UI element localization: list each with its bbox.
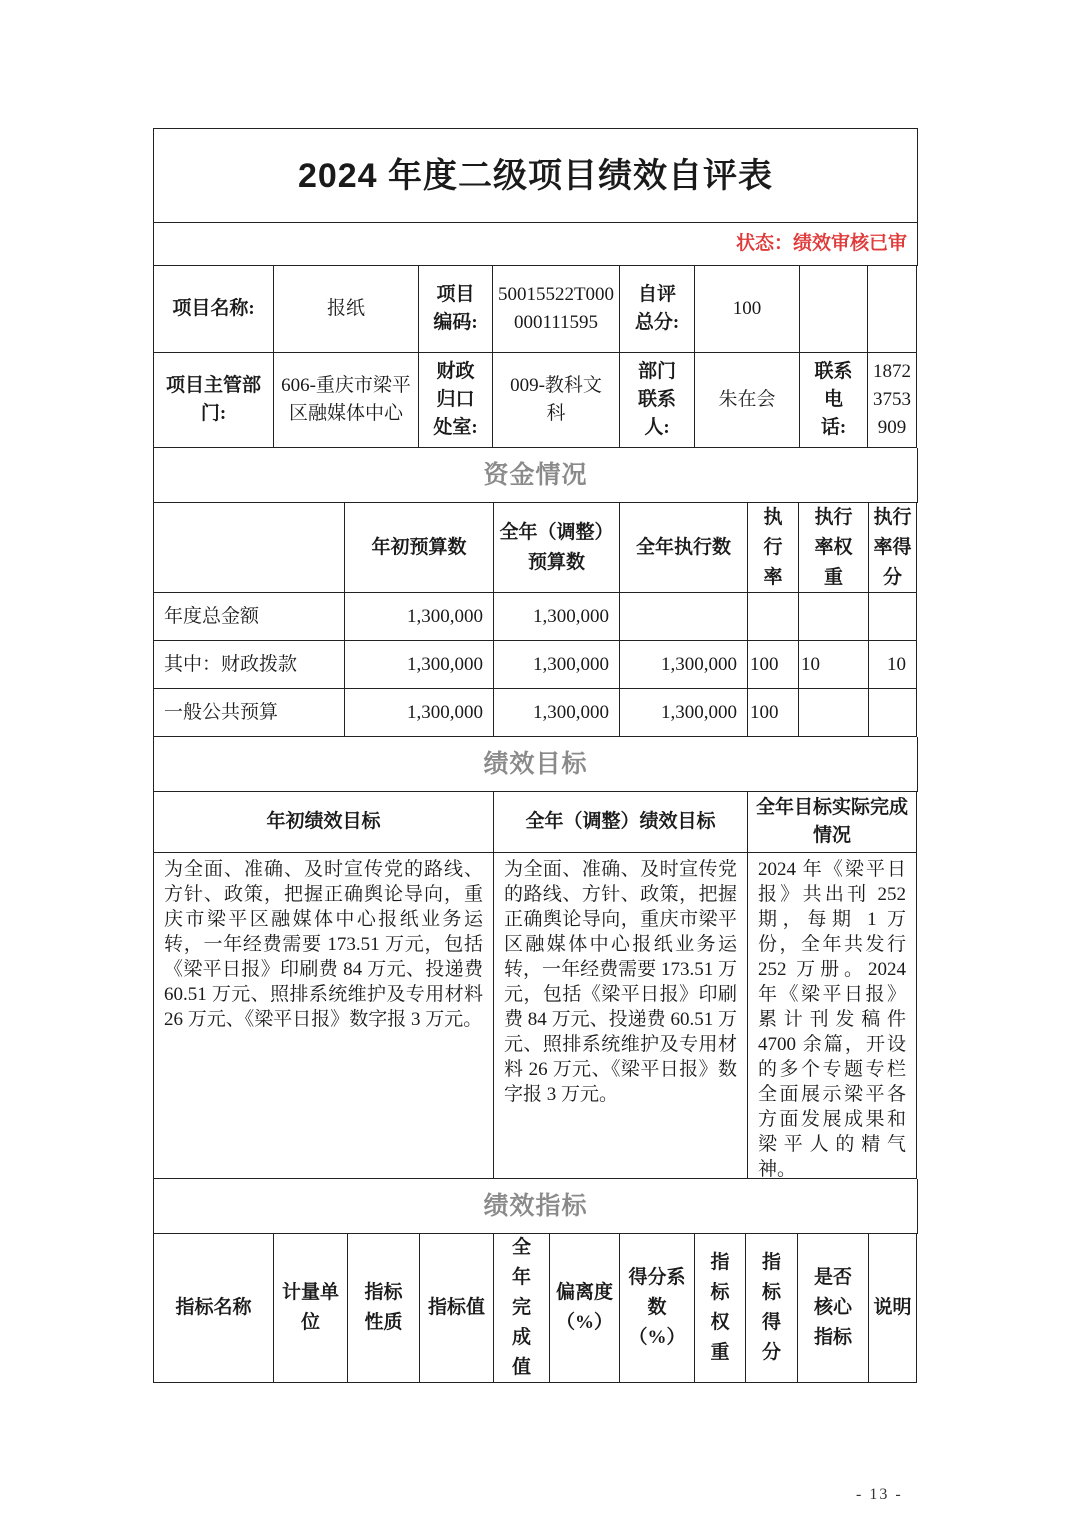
funding-rate-value: 100	[748, 641, 799, 689]
self-score-label: 自评总分:	[620, 266, 695, 353]
title-row	[154, 129, 918, 223]
funding-header-rate-score: 执行率得分	[869, 503, 917, 593]
indicator-header-name: 指标名称	[154, 1234, 274, 1383]
indicator-header-nature: 指标性质	[348, 1234, 420, 1383]
funding-weight-value: 10	[799, 641, 869, 689]
indicator-header-score-coefficient: 得分系数（%）	[620, 1234, 695, 1383]
finance-office-value: 009-教科文科	[493, 353, 620, 448]
phone-value: 18723753909	[868, 353, 917, 448]
goals-header-initial: 年初绩效目标	[154, 792, 494, 853]
funding-initial-value: 1,300,000	[345, 593, 494, 641]
funding-header-rate: 执行率	[748, 503, 799, 593]
goals-header-actual: 全年目标实际完成情况	[748, 792, 917, 853]
page-title: 2024 年度二级项目绩效自评表	[154, 129, 918, 223]
funding-initial-value: 1,300,000	[345, 641, 494, 689]
funding-row-label: 年度总金额	[154, 593, 345, 641]
info-empty-cell-2	[868, 266, 917, 353]
funding-row-label: 其中：财政拨款	[154, 641, 345, 689]
funding-header-adjusted: 全年（调整）预算数	[494, 503, 620, 593]
adjusted-goal-text: 为全面、准确、及时宣传党的路线、方针、政策，把握正确舆论导向，重庆市梁平区融媒体中心报纸业务运转，一年经费需要 173.51 万元，包括《梁平日报》印刷费 84 万元、投递费 60.51 万元、照排系统维护及专用材料 26 万元、《梁平日报》数字报 3 万元。	[494, 853, 748, 1179]
status-badge: 状态：绩效审核已审	[154, 223, 918, 266]
project-name-value: 报纸	[274, 266, 419, 353]
finance-office-label: 财政归口处室:	[419, 353, 493, 448]
project-info-row-1	[154, 266, 918, 353]
funding-weight-value	[799, 593, 869, 641]
indicator-header-unit: 计量单位	[274, 1234, 348, 1383]
funding-section-title: 资金情况	[154, 448, 918, 503]
funding-adjusted-value: 1,300,000	[494, 593, 620, 641]
self-evaluation-table	[153, 128, 918, 1383]
indicators-header-row	[154, 1234, 918, 1383]
contact-value: 朱在会	[695, 353, 800, 448]
project-code-label: 项目编码:	[419, 266, 493, 353]
goals-section-title: 绩效目标	[154, 737, 918, 792]
funding-rate-value: 100	[748, 689, 799, 737]
dept-value: 606-重庆市梁平区融媒体中心	[274, 353, 419, 448]
funding-score-value	[869, 593, 917, 641]
funding-header-row	[154, 503, 918, 593]
dept-label: 项目主管部门:	[154, 353, 274, 448]
self-score-value: 100	[695, 266, 800, 353]
funding-header-blank	[154, 503, 345, 593]
funding-executed-value: 1,300,000	[620, 689, 748, 737]
page-number: - 13 -	[856, 1486, 903, 1503]
status-row	[154, 223, 918, 266]
goals-section-row	[154, 737, 918, 792]
funding-header-rate-weight: 执行率权重	[799, 503, 869, 593]
funding-row-total	[154, 593, 918, 641]
indicators-section-row	[154, 1179, 918, 1234]
funding-row-fiscal	[154, 641, 918, 689]
funding-adjusted-value: 1,300,000	[494, 689, 620, 737]
project-code-value: 50015522T000000111595	[493, 266, 620, 353]
contact-label: 部门联系人:	[620, 353, 695, 448]
goals-text-row	[154, 853, 918, 1179]
funding-score-value	[869, 689, 917, 737]
indicator-header-score: 指标得分	[746, 1234, 798, 1383]
funding-header-executed: 全年执行数	[620, 503, 748, 593]
phone-label: 联系电话:	[800, 353, 868, 448]
indicator-header-annual-completion: 全年完成值	[494, 1234, 550, 1383]
funding-row-label: 一般公共预算	[154, 689, 345, 737]
funding-executed-value: 1,300,000	[620, 641, 748, 689]
initial-goal-text: 为全面、准确、及时宣传党的路线、方针、政策，把握正确舆论导向，重庆市梁平区融媒体中心报纸业务运转，一年经费需要 173.51 万元，包括《梁平日报》印刷费 84 万元、投递费 60.51 万元、照排系统维护及专用材料 26 万元、《梁平日报》数字报 3 万元。	[154, 853, 494, 1179]
project-name-label: 项目名称:	[154, 266, 274, 353]
funding-score-value: 10	[869, 641, 917, 689]
indicator-header-deviation: 偏离度（%）	[550, 1234, 620, 1383]
info-empty-cell-1	[800, 266, 868, 353]
indicator-header-core: 是否核心指标	[798, 1234, 869, 1383]
project-info-row-2	[154, 353, 918, 448]
funding-row-public-budget	[154, 689, 918, 737]
indicator-header-weight: 指标权重	[695, 1234, 746, 1383]
goals-header-row	[154, 792, 918, 853]
indicator-header-note: 说明	[869, 1234, 917, 1383]
funding-header-initial: 年初预算数	[345, 503, 494, 593]
funding-weight-value	[799, 689, 869, 737]
funding-adjusted-value: 1,300,000	[494, 641, 620, 689]
funding-initial-value: 1,300,000	[345, 689, 494, 737]
funding-section-row	[154, 448, 918, 503]
indicators-section-title: 绩效指标	[154, 1179, 918, 1234]
actual-completion-text: 2024 年《梁平日报》共出刊 252 期，每期 1 万份，全年共发行 252 万册。2024 年《梁平日报》累计刊发稿件 4700 余篇，开设的多个专题专栏全面展示梁平各方面发展成果和梁平人的精气神。	[748, 853, 917, 1179]
indicator-header-value: 指标值	[420, 1234, 494, 1383]
funding-rate-value	[748, 593, 799, 641]
funding-executed-value	[620, 593, 748, 641]
goals-header-adjusted: 全年（调整）绩效目标	[494, 792, 748, 853]
